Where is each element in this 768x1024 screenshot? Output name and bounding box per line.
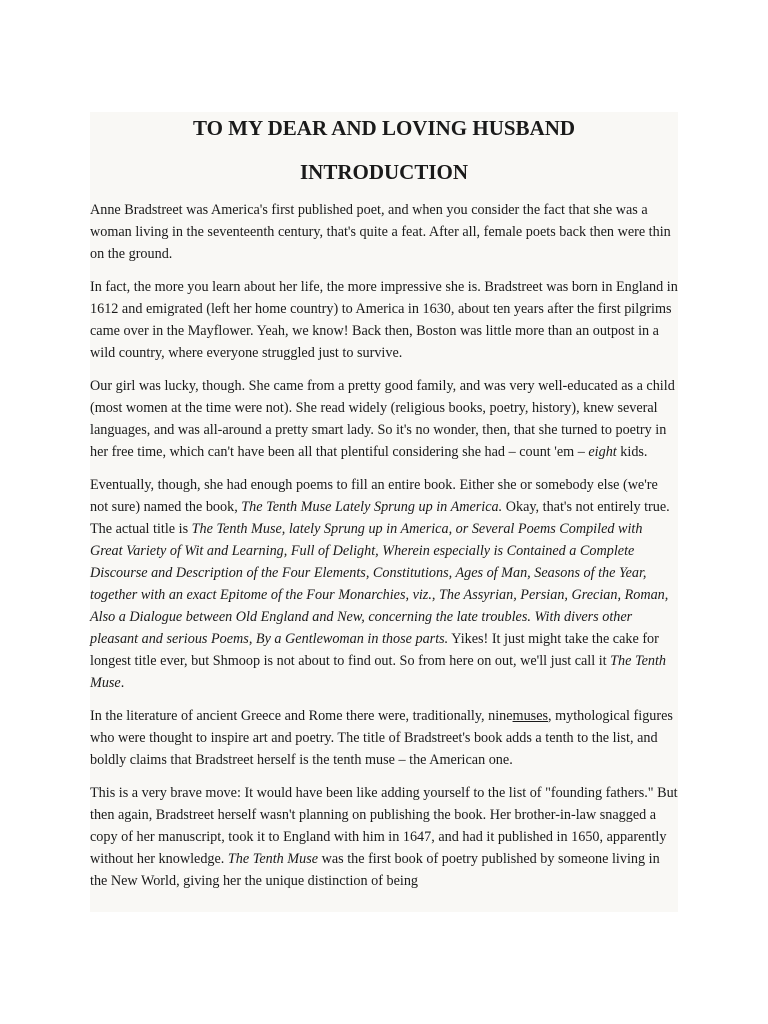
paragraph-3	[90, 375, 678, 463]
document-body	[90, 112, 678, 892]
paragraph-2: In fact, the more you learn about her life, the more impressive she is. Bradstreet was born in England in 1612 and emigrated (left her home country) to America in 1630, about ten years after the first pilgrims came over in the Mayflower. Yeah, we know! Back then, Boston was little more than an outpost in a wild country, where everyone struggled just to survive.	[90, 279, 678, 361]
paragraph-4-text-c: Yikes! It just might take the cake for longest title ever, but Shmoop is not about to find out. So from here on out, we'll just call it	[90, 631, 659, 669]
paragraph-5	[90, 705, 678, 771]
paragraph-4-text-d: .	[120, 675, 125, 691]
paragraph-6	[90, 782, 678, 892]
paragraph-4-text-b: Okay, that's not entirely true. The actual title is	[90, 499, 670, 537]
book-title-short: The Tenth Muse Lately Sprung up in America.	[241, 499, 503, 515]
paragraph-6-text-a: This is a very brave move: It would have been like adding yourself to the list of "founding fathers." But then again, Bradstreet herself wasn't planning on publishing the book. Her brother-in-law snagged a copy of her manuscript, took it to England with him in 1647, and had it published in 1650, apparently without her knowledge.	[90, 785, 678, 867]
paragraph-6-text-b: was the first book of poetry published by someone living in the New World, giving her the unique distinction of being	[90, 851, 660, 889]
book-title-nickname: The Tenth Muse	[90, 653, 667, 691]
paragraph-4	[90, 474, 678, 694]
document-title: TO MY DEAR AND LOVING HUSBAND	[192, 116, 576, 140]
paragraph-6-emphasis: The Tenth Muse	[227, 851, 319, 867]
paragraph-1: Anne Bradstreet was America's first published poet, and when you consider the fact that she was a woman living in the seventeenth century, that's quite a feat. After all, female poets back then were thin on the ground.	[90, 202, 671, 262]
paragraph-5-text-a: In the literature of ancient Greece and Rome there were, traditionally, nine	[90, 708, 513, 724]
book-title-full: The Tenth Muse, lately Sprung up in America, or Several Poems Compiled with Great Variety of Wit and Learning, Full of Delight, Wherein especially is Contained a Complete Discourse and Description of the Four Elements, Constitutions, Ages of Man, Seasons of the Year, together with an exact Epitome of the Four Monarchies, viz., The Assyrian, Persian, Grecian, Roman, Also a Dialogue between Old England and New, concerning the late troubles. With divers other pleasant and serious Poems, By a Gentlewoman in those parts.	[90, 521, 669, 647]
paragraph-3-emphasis: eight	[588, 444, 617, 460]
section-heading: INTRODUCTION	[299, 160, 469, 184]
paragraph-4-text-a: Eventually, though, she had enough poems to fill an entire book. Either she or somebody else (we're not sure) named the book,	[90, 477, 658, 515]
paragraph-5-text-b: , mythological figures who were thought to inspire art and poetry. The title of Bradstreet's book adds a tenth to the list, and boldly claims that Bradstreet herself is the tenth muse – the American one.	[90, 708, 673, 768]
muses-link[interactable]: muses	[512, 708, 549, 724]
paragraph-3-text-a: Our girl was lucky, though. She came from a pretty good family, and was very well-educated as a child (most women at the time were not). She read widely (religious books, poetry, history), knew several languages, and was all-around a pretty smart lady. So it's no wonder, then, that she turned to poetry in her free time, which can't have been all that plentiful considering she had – count 'em –	[90, 378, 675, 460]
paragraph-3-text-b: kids.	[616, 444, 648, 460]
